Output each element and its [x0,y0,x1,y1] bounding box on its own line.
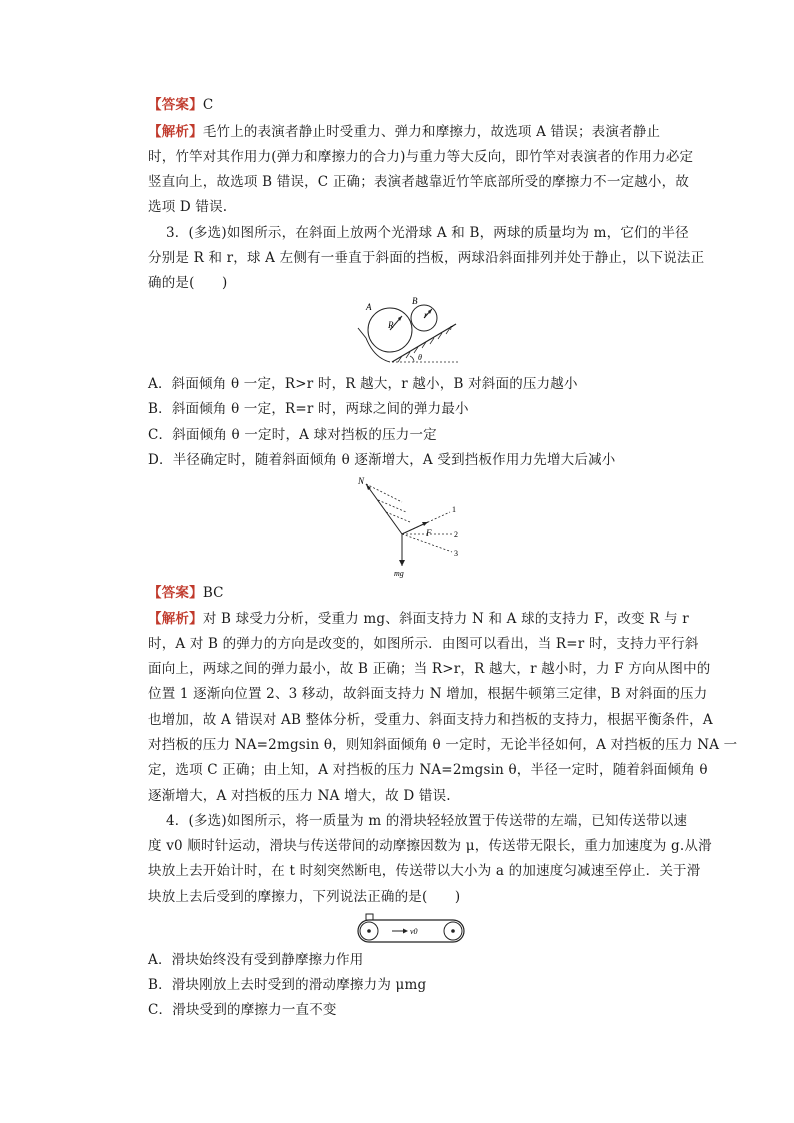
answer-value: BC [202,585,224,601]
q3-stem-line-3: 确的是( ) [148,275,228,291]
label-small-r: r [424,310,428,320]
label-position-3: 3 [454,549,458,558]
label-big-r: R [388,320,394,330]
q3-analysis-line-5: 也增加，故 A 错误对 AB 整体分析，受重力、斜面支持力和挡板的支持力，根据平衡条件，A [148,712,713,728]
q4-option-a: A．滑块始终没有受到静摩擦力作用 [148,952,364,968]
answer-tag: 【答案】 [148,585,203,601]
dashed-force-lines [366,484,452,552]
q3-analysis-line-1 [148,610,689,628]
analysis-tag: 【解析】 [148,124,203,140]
q3-option-b: B．斜面倾角 θ 一定，R=r 时，两球之间的弹力最小 [148,401,469,417]
baffle-line [358,328,366,338]
analysis-tag: 【解析】 [148,611,203,627]
q4-option-c: C．滑块受到的摩擦力一直不变 [148,1002,337,1018]
q4-stem-line-1: 4．(多选)如图所示，将一质量为 m 的滑块轻轻放置于传送带的左端，已知传送带以速 [166,813,688,829]
analysis-text: 对 B 球受力分析，受重力 mg、斜面支持力 N 和 A 球的支持力 F，改变 R 与 r [202,611,689,627]
q2-answer-line [148,96,676,114]
theta-arc [410,356,414,362]
q3-option-a: A．斜面倾角 θ 一定，R>r 时，R 越大，r 越小，B 对斜面的压力越小 [148,376,578,392]
baffle-curve [366,338,390,362]
label-n: N [358,476,365,486]
q3-analysis-line-3: 面向上，两球之间的弹力最小，故 B 正确；当 R>r，R 越大，r 越小时，力 F 方向从图中的 [148,661,711,677]
incline-balls-figure [352,296,472,370]
q3-answer-line [148,584,676,602]
q3-option-d: D．半径确定时，随着斜面倾角 θ 逐渐增大，A 受到挡板作用力先增大后减小 [148,452,616,468]
q3-analysis-line-8: 逐渐增大，A 对挡板的压力 NA 增大，故 D 错误. [148,788,451,804]
q3-analysis-line-6: 对挡板的压力 NA=2mgsin θ，则知斜面倾角 θ 一定时，无论半径如何，A 对挡板的压力 NA 一 [148,737,738,753]
left-pulley-axle [367,929,371,933]
q4-stem-line-2: 度 v0 顺时针运动，滑块与传送带间的动摩擦因数为 μ，传送带无限长，重力加速度为 g.从滑 [148,838,712,854]
label-b: B [412,296,418,306]
q2-analysis-line-4: 选项 D 错误. [148,199,228,215]
q4-stem-line-3: 块放上去开始计时，在 t 时刻突然断电，传送带以大小为 a 的加速度匀减速至停止．关于滑 [148,863,701,879]
slider-block [366,914,373,920]
label-a: A [366,302,372,312]
analysis-text: 毛竹上的表演者静止时受重力、弹力和摩擦力，故选项 A 错误；表演者静止 [202,124,661,140]
conveyor-belt-figure [354,912,468,944]
label-theta: θ [418,353,422,362]
label-small-r-edge: r [450,323,454,332]
label-mg: mg [394,569,404,578]
right-pulley-axle [451,929,455,933]
force-n-line [366,484,402,534]
label-position-2: 2 [454,530,458,539]
label-position-1: 1 [452,505,456,514]
q3-analysis-line-4: 位置 1 逐渐向位置 2、3 移动，故斜面支持力 N 增加，根据牛顿第三定律，B 对斜面的压力 [148,686,708,702]
q2-analysis-line-3: 竖直向上，故选项 B 错误，C 正确；表演者越靠近竹竿底部所受的摩擦力不一定越小，故 [148,174,690,190]
q3-stem-line-1: 3．(多选)如图所示，在斜面上放两个光滑球 A 和 B，两球的质量均为 m，它们的半径 [166,225,689,241]
force-mg-arrowhead [399,560,405,566]
force-diagram-figure [348,472,470,578]
q3-analysis-line-7: 定，选项 C 正确；由上知，A 对挡板的压力 NA=2mgsin θ，半径一定时，随着斜面倾角 θ [148,762,708,778]
label-f: F [426,528,432,538]
q3-analysis-line-2: 时，A 对 B 的弹力的方向是改变的，如图所示．由图可以看出，当 R=r 时，支持力平行斜 [148,636,699,652]
q4-option-b: B．滑块刚放上去时受到的滑动摩擦力为 μmg [148,977,427,993]
q3-stem-line-2: 分别是 R 和 r，球 A 左侧有一垂直于斜面的挡板，两球沿斜面排列并处于静止，以下说法正 [148,250,705,266]
answer-tag: 【答案】 [148,97,203,113]
q2-analysis-line-1 [148,123,676,141]
velocity-arrowhead [403,929,408,934]
q2-analysis-line-2: 时，竹竿对其作用力(弹力和摩擦力的合力)与重力等大反向，即竹竿对表演者的作用力必定 [148,149,694,165]
q4-stem-line-4: 块放上去后受到的摩擦力，下列说法正确的是( ) [148,889,461,905]
answer-value: C [202,97,214,113]
label-v0: v0 [410,927,418,936]
q3-option-c: C．斜面倾角 θ 一定时，A 球对挡板的压力一定 [148,427,437,443]
